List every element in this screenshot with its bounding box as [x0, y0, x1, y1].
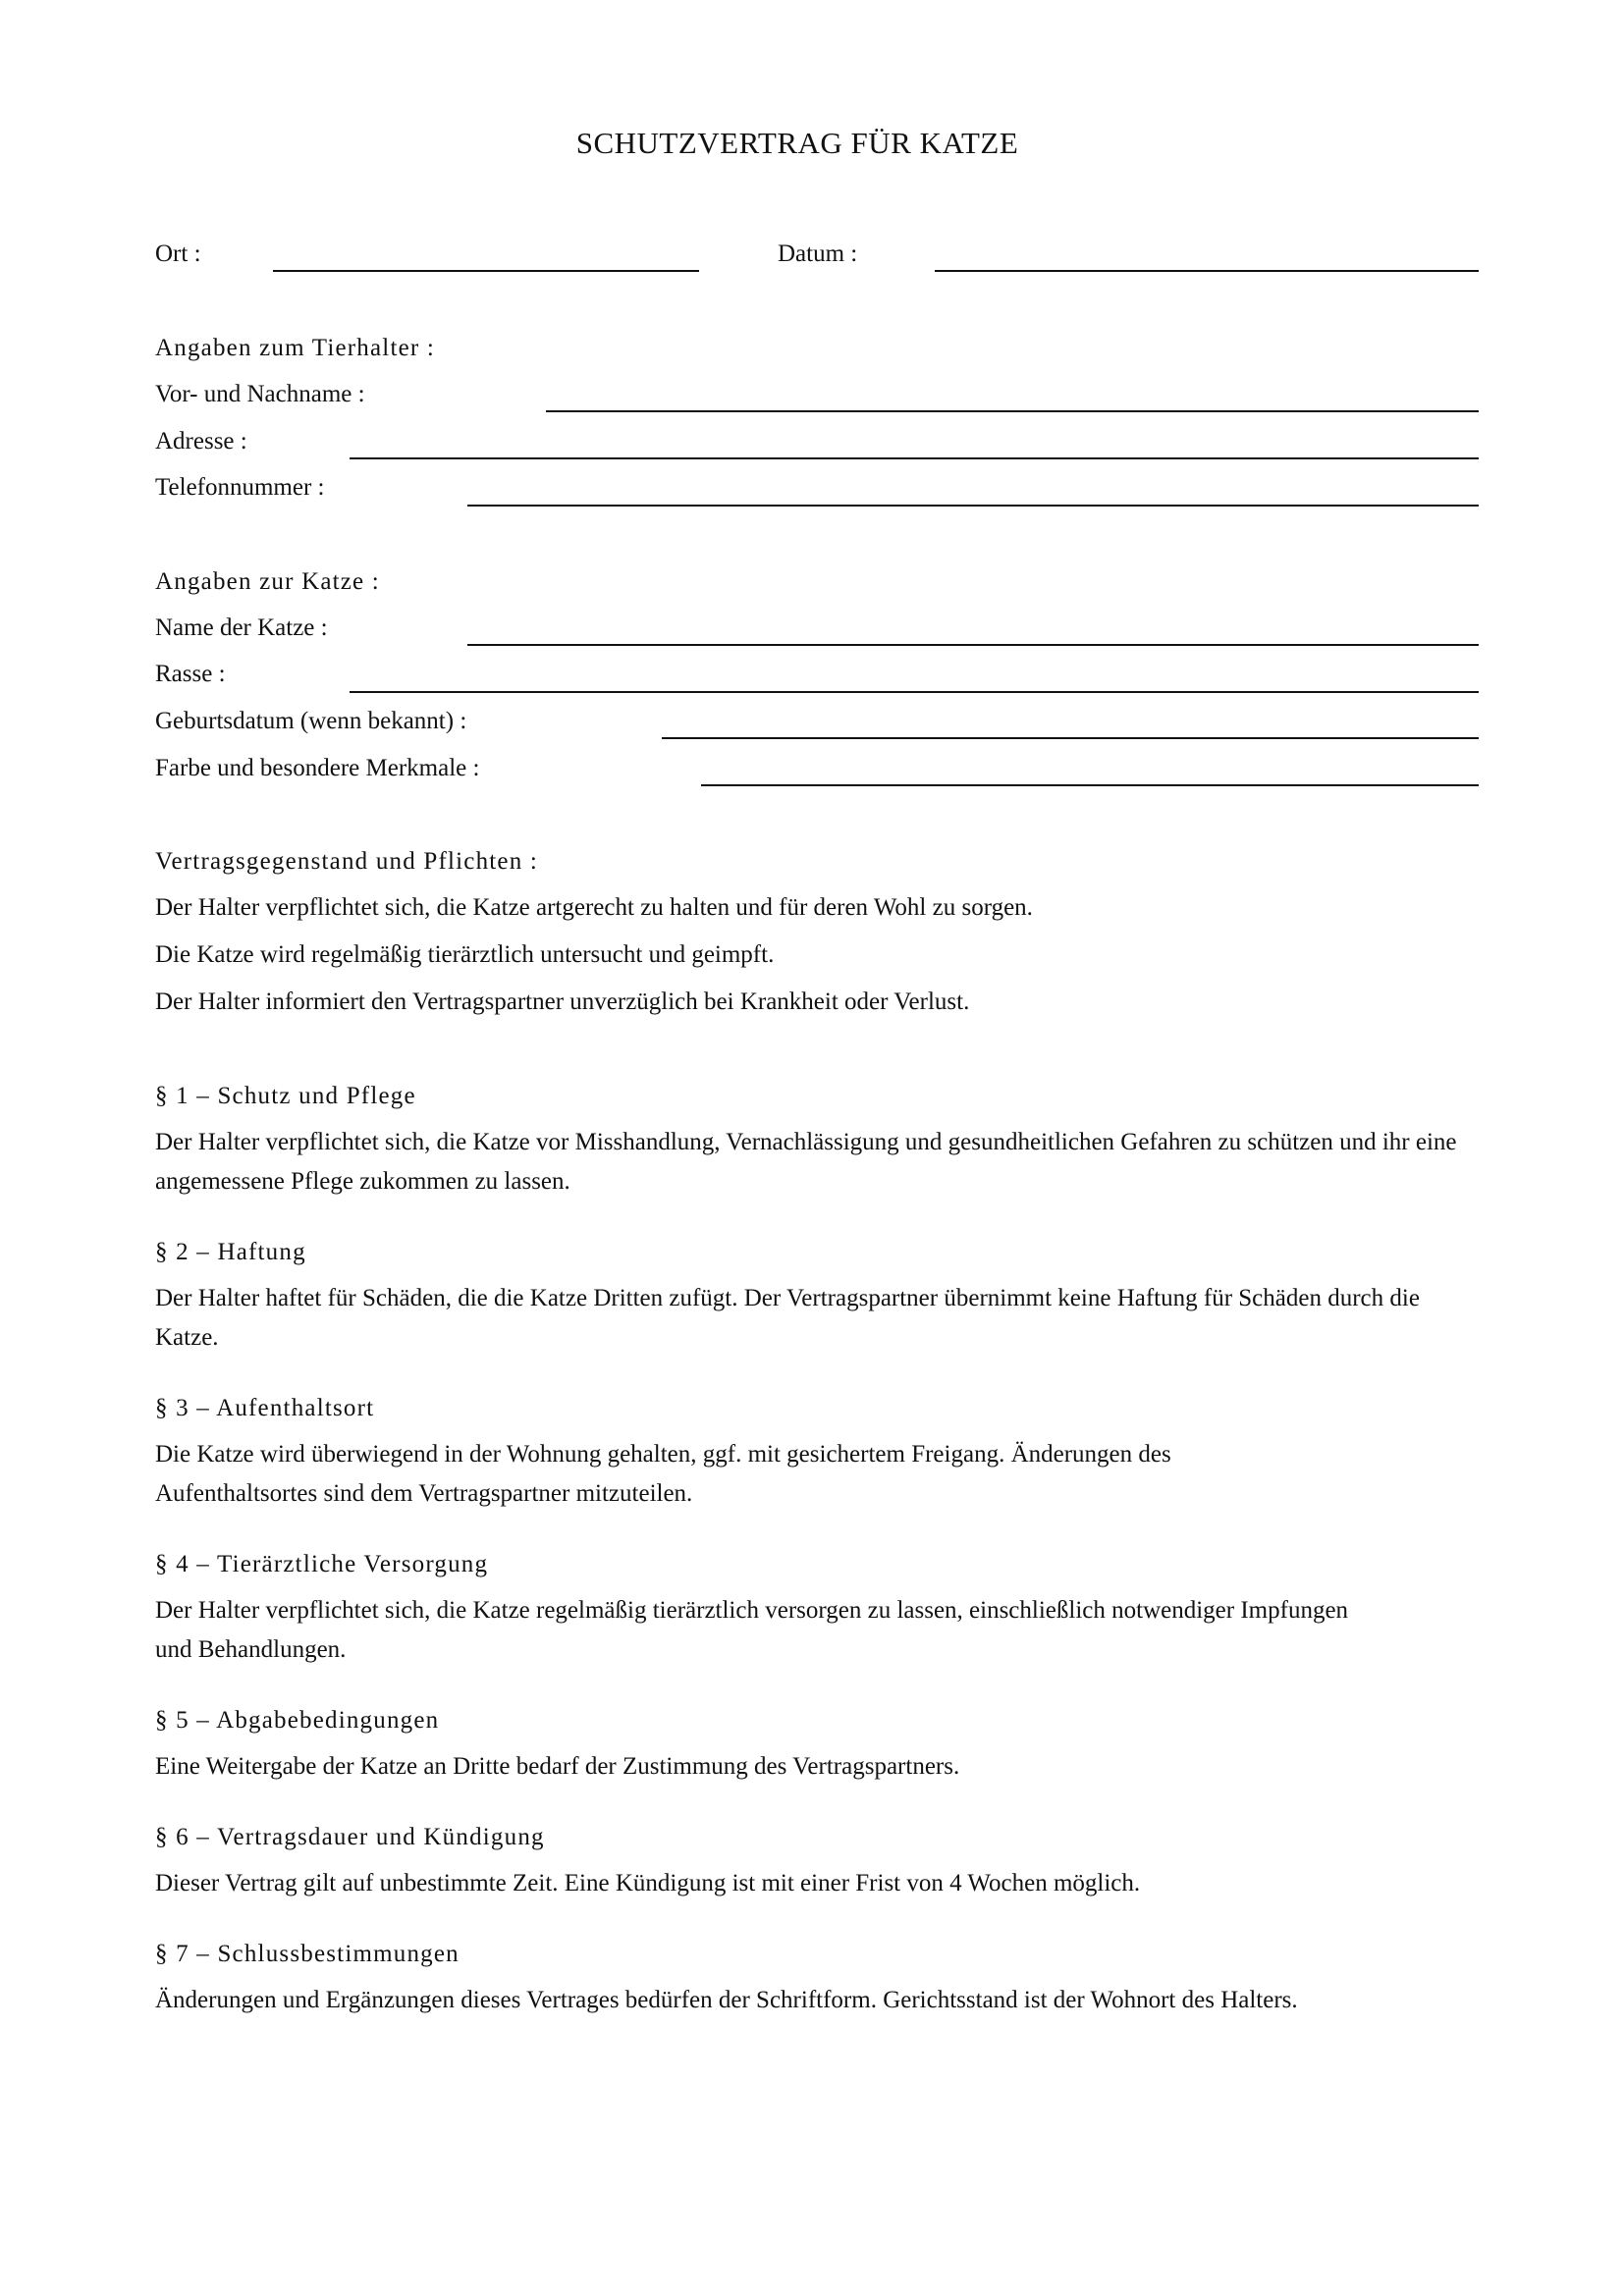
katze-breed-label: Rasse :: [155, 661, 226, 687]
section-3-text: Die Katze wird überwiegend in der Wohnung gehalten, ggf. mit gesichertem Freigang. Änderungen des Aufenthaltsortes sind dem Vertragspartner mitzuteilen.: [155, 1441, 1171, 1507]
section-4-heading: § 4 – Tierärztliche Versorgung: [155, 1551, 489, 1577]
pflichten-line-1: Der Halter verpflichtet sich, die Katze artgerecht zu halten und für deren Wohl zu sorgen.: [155, 894, 1033, 921]
section-4-text: Der Halter verpflichtet sich, die Katze regelmäßig tierärztlich versorgen zu lassen, einschließlich notwendiger Impfungen und Behandlungen.: [155, 1597, 1349, 1663]
katze-birthdate-field[interactable]: [662, 737, 1479, 739]
katze-name-label: Name der Katze :: [155, 614, 328, 641]
katze-breed-field[interactable]: [350, 691, 1479, 693]
pflichten-line-2: Die Katze wird regelmäßig tierärztlich untersucht und geimpft.: [155, 941, 775, 968]
katze-birthdate-label: Geburtsdatum (wenn bekannt) :: [155, 708, 467, 734]
section-7-heading: § 7 – Schlussbestimmungen: [155, 1941, 460, 1967]
pflichten-heading: Vertragsgegenstand und Pflichten :: [155, 848, 539, 875]
pflichten-line-3: Der Halter informiert den Vertragspartner unverzüglich bei Krankheit oder Verlust.: [155, 988, 970, 1015]
halter-heading: Angaben zum Tierhalter :: [155, 335, 436, 361]
katze-color-field[interactable]: [701, 784, 1479, 786]
halter-phone-label: Telefonnummer :: [155, 474, 325, 501]
halter-name-field[interactable]: [546, 410, 1479, 412]
halter-address-field[interactable]: [350, 457, 1479, 459]
katze-name-field[interactable]: [467, 644, 1479, 646]
section-3-heading: § 3 – Aufenthaltsort: [155, 1395, 375, 1421]
halter-phone-field[interactable]: [467, 505, 1479, 507]
halter-address-label: Adresse :: [155, 428, 247, 454]
section-5-heading: § 5 – Abgabebedingungen: [155, 1707, 440, 1734]
katze-heading: Angaben zur Katze :: [155, 568, 380, 595]
section-5-text: Eine Weitergabe der Katze an Dritte bedarf der Zustimmung des Vertragspartners.: [155, 1753, 960, 1780]
section-2-heading: § 2 – Haftung: [155, 1239, 306, 1265]
ort-field[interactable]: [273, 270, 699, 272]
halter-name-label: Vor- und Nachname :: [155, 381, 365, 407]
document-title: SCHUTZVERTRAG FÜR KATZE: [575, 126, 1019, 160]
datum-label: Datum :: [778, 240, 858, 267]
datum-field[interactable]: [935, 270, 1479, 272]
section-7-text: Änderungen und Ergänzungen dieses Vertrages bedürfen der Schriftform. Gerichtsstand ist der Wohnort des Halters.: [155, 1987, 1298, 2013]
section-6-text: Dieser Vertrag gilt auf unbestimmte Zeit. Eine Kündigung ist mit einer Frist von 4 Wochen möglich.: [155, 1870, 1141, 1896]
section-6-heading: § 6 – Vertragsdauer und Kündigung: [155, 1824, 545, 1850]
section-1-text: Der Halter verpflichtet sich, die Katze vor Misshandlung, Vernachlässigung und gesundheitlichen Gefahren zu schützen und ihr eine angemessene Pflege zukommen zu lassen.: [155, 1129, 1457, 1195]
katze-color-label: Farbe und besondere Merkmale :: [155, 755, 480, 781]
section-2-text: Der Halter haftet für Schäden, die die Katze Dritten zufügt. Der Vertragspartner übernimmt keine Haftung für Schäden durch die Katze.: [155, 1285, 1420, 1351]
ort-label: Ort :: [155, 240, 201, 267]
section-1-heading: § 1 – Schutz und Pflege: [155, 1083, 416, 1109]
